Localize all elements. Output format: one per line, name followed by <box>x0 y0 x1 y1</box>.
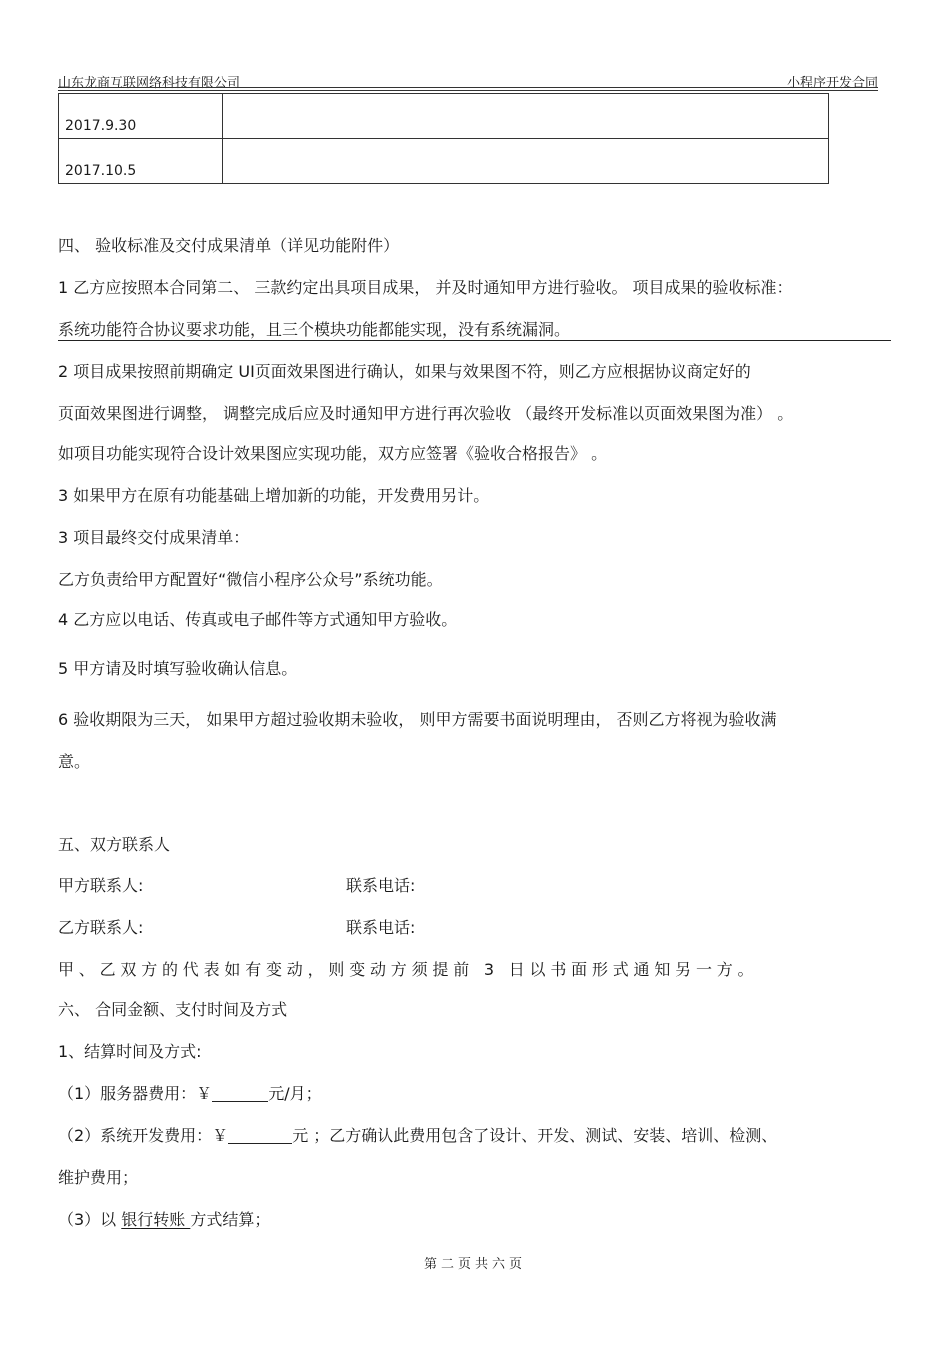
server-fee-blank <box>212 1085 268 1102</box>
schedule-date: 2017.9.30 <box>59 94 223 139</box>
page-number: 第二页共六页 <box>423 1257 526 1272</box>
section4-paragraph-4: 4 乙方应以电话、传真或电子邮件等方式通知甲方验收。 <box>58 610 458 629</box>
section4-paragraph-2c: 如项目功能实现符合设计效果图应实现功能，双方应签署《验收合格报告》 。 <box>58 444 608 463</box>
standard-underline <box>58 340 891 341</box>
section4-paragraph-2b: 页面效果图进行调整， 调整完成后应及时通知甲方进行再次验收 （最终开发标准以页面效果图为准） 。 <box>58 404 794 423</box>
section4-deliverables-heading: 3 项目最终交付成果清单： <box>58 528 250 547</box>
header-divider-double <box>58 90 878 91</box>
schedule-content <box>223 94 829 139</box>
section4-paragraph-6a: 6 验收期限为三天， 如果甲方超过验收期未验收， 则甲方需要书面说明理由， 否则乙方将视为验收满 <box>58 710 777 729</box>
section4-paragraph-1: 1 乙方应按照本合同第二、 三款约定出具项目成果， 并及时通知甲方进行验收。 项目成果的验收标准： <box>58 278 793 297</box>
section4-paragraph-3: 3 如果甲方在原有功能基础上增加新的功能，开发费用另计。 <box>58 486 490 505</box>
company-name: 山东龙商互联网络科技有限公司 <box>58 76 241 91</box>
section4-paragraph-2a: 2 项目成果按照前期确定 UI页面效果图进行确认，如果与效果图不符，则乙方应根据协议商定好的 <box>58 362 751 381</box>
settlement-method-line <box>58 1210 270 1230</box>
dev-fee-line <box>58 1126 777 1146</box>
dev-fee-continuation: 维护费用； <box>58 1168 139 1187</box>
section4-deliverables: 乙方负责给甲方配置好“微信小程序公众号”系统功能。 <box>58 570 443 589</box>
table-row <box>59 94 829 139</box>
section4-paragraph-6b: 意。 <box>58 752 91 771</box>
settlement-method-value: 银行转账 <box>121 1210 191 1229</box>
server-fee-unit: 元/月； <box>268 1084 322 1103</box>
party-b-contact-label: 乙方联系人: <box>58 918 144 937</box>
dev-fee-description: 元 ；乙方确认此费用包含了设计、开发、测试、安装、培训、检测、 <box>292 1126 778 1145</box>
party-b-phone-label: 联系电话: <box>346 918 416 937</box>
settlement-heading: 1、结算时间及方式: <box>58 1042 202 1061</box>
section6-heading: 六、 合同金额、支付时间及方式 <box>58 1000 288 1019</box>
party-a-contact-label: 甲方联系人: <box>58 876 144 895</box>
table-row <box>59 139 829 184</box>
header-divider <box>58 87 878 88</box>
schedule-table <box>58 93 829 184</box>
section4-acceptance-standard: 系统功能符合协议要求功能，且三个模块功能都能实现，没有系统漏洞。 <box>58 320 571 339</box>
section4-paragraph-5: 5 甲方请及时填写验收确认信息。 <box>58 659 298 678</box>
server-fee-label: （1）服务器费用：￥ <box>58 1084 213 1103</box>
schedule-content <box>223 139 829 184</box>
party-a-phone-label: 联系电话: <box>346 876 416 895</box>
representative-change-notice: 甲、乙双方的代表如有变动，则变动方须提前 3 日以书面形式通知另一方。 <box>58 960 759 979</box>
section5-heading: 五、双方联系人 <box>58 835 171 854</box>
server-fee-line <box>58 1084 322 1104</box>
section4-heading: 四、 验收标准及交付成果清单（详见功能附件） <box>58 236 400 255</box>
dev-fee-blank <box>228 1127 292 1144</box>
dev-fee-label: （2）系统开发费用：￥ <box>58 1126 229 1145</box>
settlement-method-prefix: （3）以 <box>58 1210 122 1229</box>
document-title: 小程序开发合同 <box>786 76 878 91</box>
schedule-date: 2017.10.5 <box>59 139 223 184</box>
settlement-method-suffix: 方式结算； <box>190 1210 271 1229</box>
